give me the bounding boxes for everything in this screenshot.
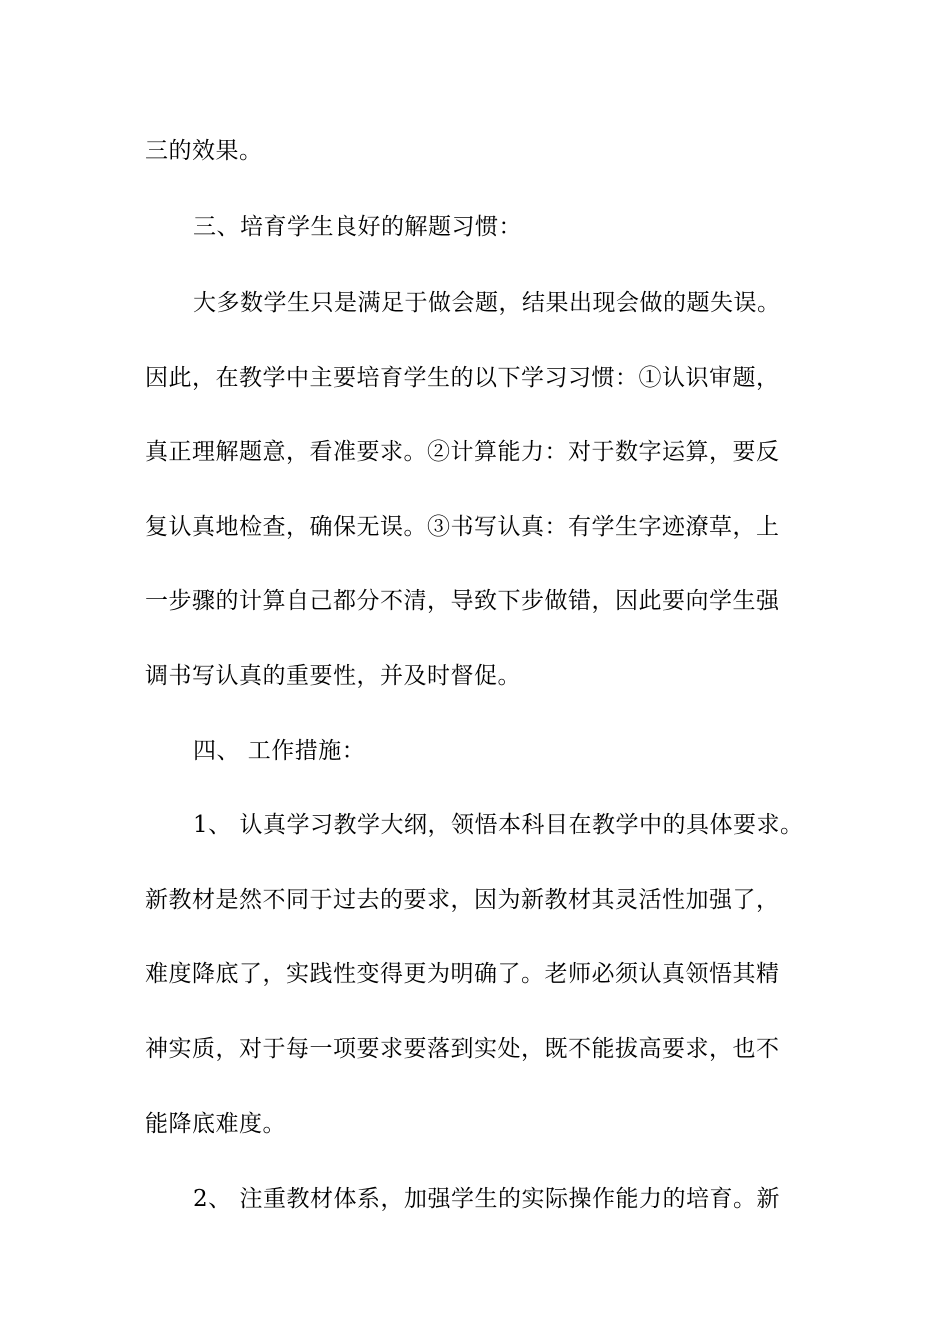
text-line: 能降底难度。 xyxy=(145,1111,286,1137)
text-line: 神实质，对于每一项要求要落到实处，既不能拔高要求，也不 xyxy=(145,1036,780,1062)
text-line: 三的效果。 xyxy=(145,138,263,164)
text-line: 2、 注重教材体系，加强学生的实际操作能力的培育。新 xyxy=(193,1186,780,1212)
section-heading: 四、 工作措施： xyxy=(193,738,366,764)
text-line: 大多数学生只是满足于做会题，结果出现会做的题失误。 xyxy=(193,290,781,316)
section-heading: 三、培育学生良好的解题习惯： xyxy=(193,214,522,240)
text-line: 真正理解题意，看准要求。②计算能力：对于数字运算，要反 xyxy=(145,439,780,465)
text-line: 新教材是然不同于过去的要求，因为新教材其灵活性加强了， xyxy=(145,887,780,913)
text-line: 调书写认真的重要性，并及时督促。 xyxy=(145,663,521,689)
text-line: 复认真地检查，确保无误。③书写认真：有学生字迹潦草，上 xyxy=(145,514,780,540)
text-line: 1、 认真学习教学大纲，领悟本科目在教学中的具体要求。 xyxy=(193,812,804,838)
text-line: 难度降底了，实践性变得更为明确了。老师必须认真领悟其精 xyxy=(145,961,780,987)
text-line: 因此，在教学中主要培育学生的以下学习习惯：①认识审题， xyxy=(145,365,780,391)
text-line: 一步骤的计算自己都分不清，导致下步做错，因此要向学生强 xyxy=(145,588,780,614)
